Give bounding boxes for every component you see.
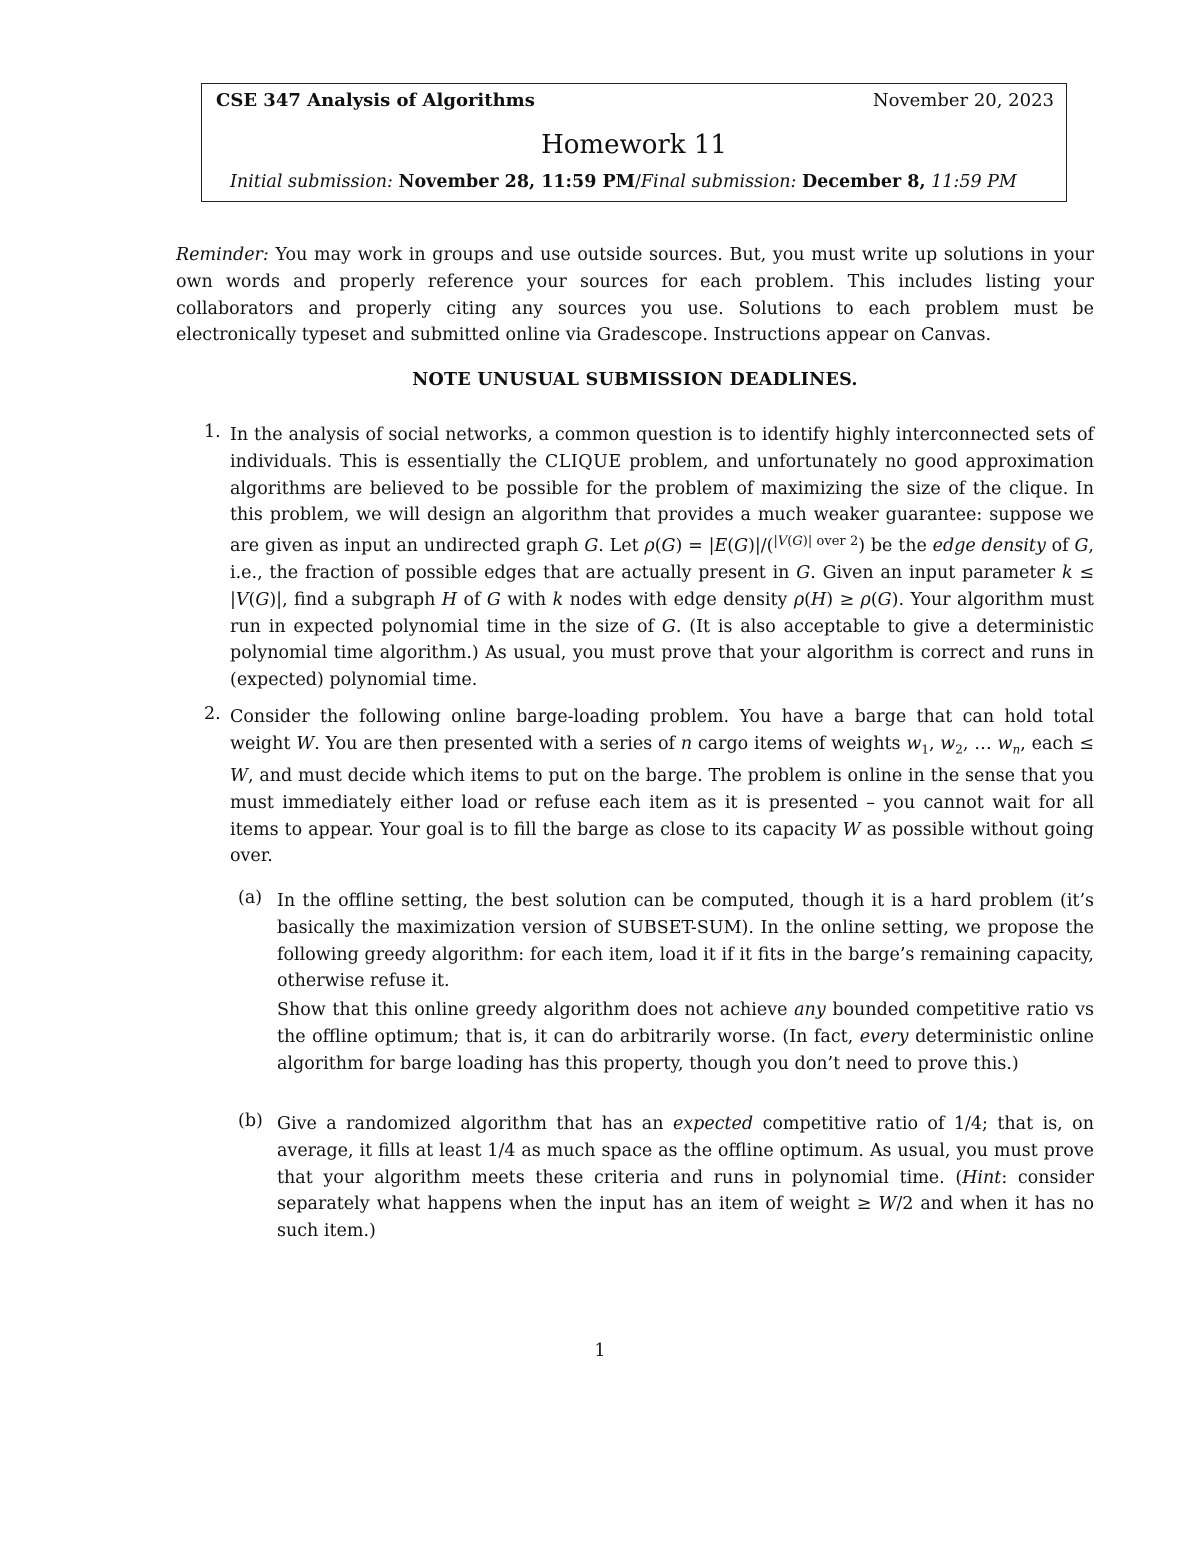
p1-text-7: , find a subgraph bbox=[282, 589, 436, 610]
reminder-label: Reminder: bbox=[176, 245, 269, 265]
pb-text-4: /2 and when it has no such item.) bbox=[277, 1194, 1094, 1242]
pa-text-2: bounded competitive ratio vs the offline optimum; that is, it can do arbitrarily worse. (In fact, bbox=[277, 1000, 1094, 1047]
pb-text-2: competitive ratio of 1/4; that is, on average, it fills at least 1/4 as much space as the offline optimum. As usual, you must prove that your algorithm meets these criteria and runs in polynomial time. ( bbox=[277, 1114, 1094, 1188]
initial-date: November 28, 11:59 PM bbox=[398, 172, 635, 192]
problem-2-text: Consider the following online barge-loading problem. You have a barge that can hold total weight W. You are then presented with a series of n cargo items of weights $w_1$, $w_2$, … $w_n$, each ≤ W, and must decide which items to put on the barge. The problem is online in the sense that you must immediately either load or refuse each item as it is presented – you cannot wait for all items to appear. Your goal is to fill the barge as close to its capacity W as possible without going over. bbox=[230, 707, 1094, 867]
p2-text-1: Consider the following online barge-loading problem. You have a barge that can hold total weight bbox=[230, 707, 1094, 754]
p1-text-3: be the bbox=[870, 536, 927, 557]
p1-text-10: nodes with edge density bbox=[569, 589, 788, 610]
reminder-text: You may work in groups and use outside sources. But, you must write up solutions in your own words and properly reference your sources for each problem. This includes listing your collaborators and properly citing any sources you use. Solutions to each problem must be electronically typeset and submitted online via Gradescope. Instructions appear on Canvas. bbox=[176, 245, 1094, 346]
problem-2-number: 2. bbox=[204, 704, 221, 724]
p2-text-6: as possible without going over. bbox=[230, 819, 1094, 867]
p1-text-6: . Given an input parameter bbox=[810, 562, 1056, 583]
p1-text-1: In the analysis of social networks, a common question is to identify highly interconnected sets of individuals. This is essentially the bbox=[230, 425, 1094, 472]
every-term: every bbox=[859, 1026, 909, 1047]
header-date: November 20, 2023 bbox=[872, 90, 1054, 111]
homework-title: Homework 11 bbox=[541, 130, 727, 160]
problem-1-text: In the analysis of social networks, a common question is to identify highly interconnected sets of individuals. This is essentially the CLIQUE problem, and unfortunately no good approximation algorithms are believed to be possible for the problem of maximizing the size of the clique. In this problem, we will design an algorithm that provides a much weaker guarantee: suppose we are given as input an undirected graph G. Let ρ(G) = |E(G)|/($^{|V(G)| over 2}$) be the edge density of G, i.e., the fraction of possible edges that are actually present in G. Given an input parameter k ≤ |V(G)|, find a subgraph H of G with k nodes with edge density ρ(H) ≥ ρ(G). Your algorithm must run in expected polynomial time in the size of G. (It is also acceptable to give a deterministic polynomial time algorithm.) As usual, you must prove that your algorithm is correct and runs in (expected) polynomial time. bbox=[230, 425, 1094, 691]
pa-text-1: Show that this online greedy algorithm does not achieve bbox=[277, 1000, 788, 1020]
final-label: Final submission: bbox=[640, 172, 797, 192]
p1-text-8: of bbox=[463, 589, 481, 610]
deadline-note: NOTE UNUSUAL SUBMISSION DEADLINES. bbox=[412, 370, 858, 390]
p1-text-4: of bbox=[1051, 536, 1069, 557]
p1-text-5: , i.e., the fraction of possible edges that are actually present in bbox=[230, 536, 1094, 583]
initial-label: Initial submission: bbox=[230, 172, 393, 192]
deadlines-line bbox=[230, 172, 1017, 192]
reminder-paragraph bbox=[176, 242, 1094, 349]
problem-1-number: 1. bbox=[204, 422, 221, 442]
part-a-text-2 bbox=[277, 997, 1094, 1077]
course-title: CSE 347 Analysis of Algorithms bbox=[216, 90, 535, 111]
part-b-label: (b) bbox=[238, 1111, 263, 1131]
part-b-text: Give a randomized algorithm that has an expected competitive ratio of 1/4; that is, on average, it fills at least 1/4 as much space as the offline optimum. As usual, you must prove that your algorithm meets these criteria and runs in polynomial time. (Hint: consider separately what happens when the input has an item of weight ≥ W/2 and when it has no such item.) bbox=[277, 1114, 1094, 1242]
page-number: 1 bbox=[594, 1341, 606, 1361]
part-a-label: (a) bbox=[238, 888, 263, 908]
p1-text-12: . (It is also acceptable to give a deterministic polynomial time algorithm.) As usual, you must prove that your algorithm is correct and runs in (expected) polynomial time. bbox=[230, 616, 1094, 691]
final-time: 11:59 PM bbox=[931, 172, 1017, 192]
pa-text-3: deterministic online algorithm for barge loading has this property, though you don’t need to prove this.) bbox=[277, 1026, 1094, 1074]
p2-text-2: . You are then presented with a series of bbox=[314, 733, 676, 754]
part-a-text: In the offline setting, the best solution can be computed, though it is a hard problem (it’s basically the maximization version of SUBSET-SUM). In the online setting, we propose the following greedy algorithm: for each item, load it if it fits in the barge’s remaining capacity, otherwise refuse it. bbox=[277, 891, 1094, 992]
p1-text-11: . Your algorithm must run in expected polynomial time in the size of bbox=[230, 589, 1094, 637]
p1-text-2: problem, and unfortunately no good approximation algorithms are believed to be possible for the problem of maximizing the size of the clique. In this problem, we will design an algorithm that provides a much weaker guarantee: suppose we are given as input an undirected graph bbox=[230, 451, 1094, 557]
p2-text-4: each ≤ bbox=[1031, 733, 1094, 754]
p2-text-5: , and must decide which items to put on the barge. The problem is online in the sense that you must immediately either load or refuse each item as it is presented – you cannot wait for all items to appear. Your goal is to fill the barge as close to its capacity bbox=[230, 766, 1094, 840]
p2-text-3: cargo items of weights bbox=[697, 733, 901, 754]
edge-density-term: edge density bbox=[932, 536, 1046, 557]
expected-term: expected bbox=[672, 1114, 754, 1134]
p1-text-9: with bbox=[507, 589, 547, 610]
deadline-separator: / bbox=[635, 172, 641, 192]
final-date: December 8, bbox=[802, 172, 926, 192]
pb-text-3: : consider separately what happens when the input has an item of weight ≥ bbox=[277, 1167, 1094, 1215]
header-box bbox=[201, 83, 1067, 202]
hint-term: Hint bbox=[962, 1167, 1002, 1188]
pb-text-1: Give a randomized algorithm that has an bbox=[277, 1114, 664, 1134]
clique-term: CLIQUE bbox=[544, 451, 622, 472]
any-term: any bbox=[794, 1000, 826, 1020]
